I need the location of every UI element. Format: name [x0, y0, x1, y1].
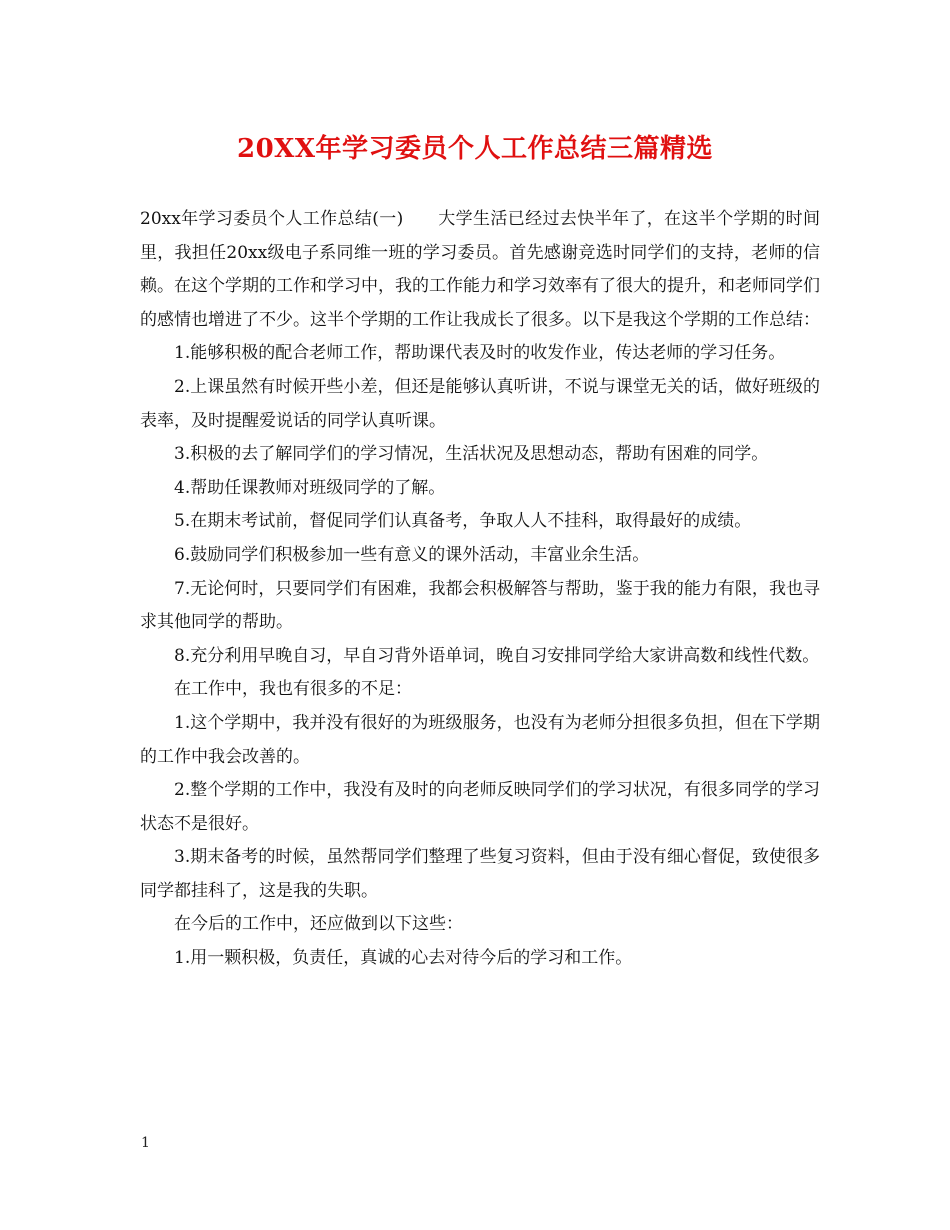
paragraph-item-4: 4.帮助任课教师对班级同学的了解。 [174, 477, 446, 498]
paragraph-item-1: 1.能够积极的配合老师工作，帮助课代表及时的收发作业，传达老师的学习任务。 [174, 343, 786, 364]
paragraph-item-6: 6.鼓励同学们积极参加一些有意义的课外活动，丰富业余生活。 [174, 544, 650, 565]
paragraph-shortcoming-2: 2.整个学期的工作中，我没有及时的向老师反映同学们的学习状况，有很多同学的学习状态不是很好。 [140, 780, 820, 834]
paragraph-shortcomings-heading: 在工作中，我也有很多的不足： [174, 679, 412, 700]
paragraph-shortcoming-3: 3.期末备考的时候，虽然帮同学们整理了些复习资料，但由于没有细心督促，致使很多同学都挂科了，这是我的失职。 [140, 847, 820, 901]
paragraph-future-heading: 在今后的工作中，还应做到以下这些： [174, 914, 463, 935]
paragraph-item-5: 5.在期末考试前，督促同学们认真备考，争取人人不挂科，取得最好的成绩。 [174, 511, 752, 532]
document-body [140, 203, 820, 976]
paragraph-item-7: 7.无论何时，只要同学们有困难，我都会积极解答与帮助，鉴于我的能力有限，我也寻求其他同学的帮助。 [140, 578, 820, 633]
page-title: 20XX年学习委员个人工作总结三篇精选 [236, 134, 714, 164]
paragraph-item-2: 2.上课虽然有时候开些小差，但还是能够认真听讲，不说与课堂无关的话，做好班级的表率，及时提醒爱说话的同学认真听课。 [140, 376, 820, 431]
page-number: 1 [141, 1135, 150, 1151]
paragraph-shortcoming-1: 1.这个学期中，我并没有很好的为班级服务，也没有为老师分担很多负担，但在下学期的工作中我会改善的。 [140, 712, 820, 767]
paragraph-item-8: 8.充分利用早晚自习，早自习背外语单词，晚自习安排同学给大家讲高数和线性代数。 [174, 645, 820, 666]
paragraph-intro: 20xx年学习委员个人工作总结(一) 大学生活已经过去快半年了，在这半个学期的时间里，我担任20xx级电子系同维一班的学习委员。首先感谢竞选时同学们的支持，老师的信赖。在这个学期的工作和学习中，我的工作能力和学习效率有了很大的提升，和老师同学们的感情也增进了不少。这半个学期的工作让我成长了很多。以下是我这个学期的工作总结： [140, 209, 820, 330]
paragraph-item-3: 3.积极的去了解同学们的学习情况，生活状况及思想动态，帮助有困难的同学。 [174, 444, 769, 465]
paragraph-future-1: 1.用一颗积极，负责任，真诚的心去对待今后的学习和工作。 [174, 948, 633, 969]
